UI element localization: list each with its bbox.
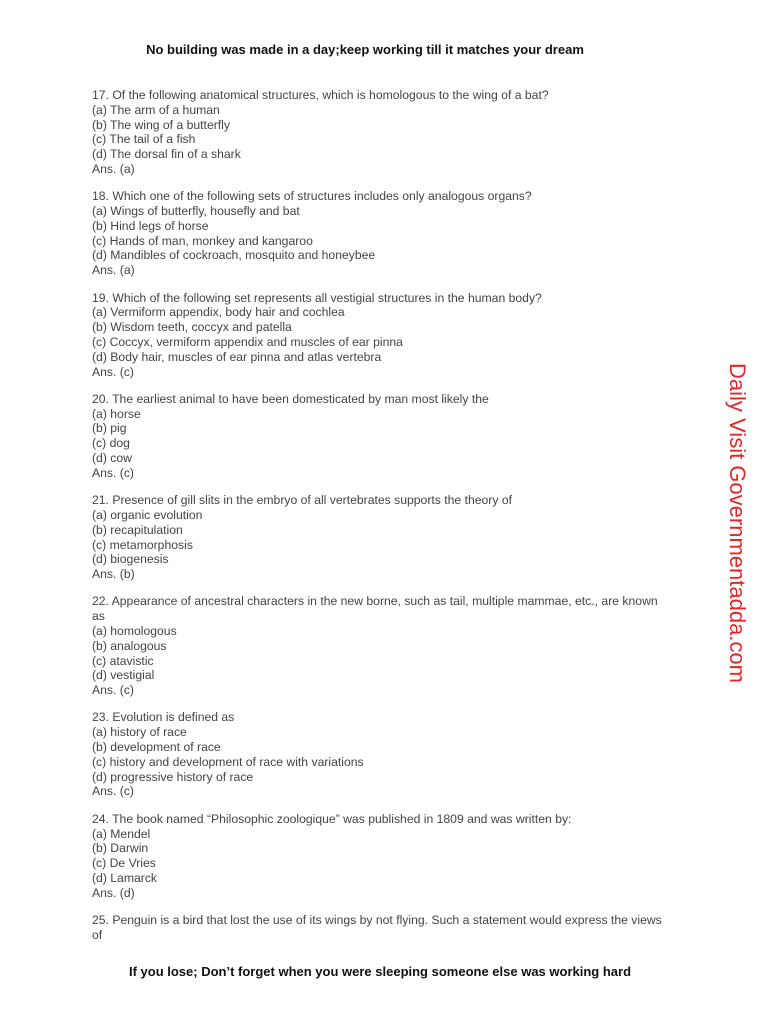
question-text: 19. Which of the following set represents all vestigial structures in the human body?: [92, 290, 542, 305]
answer-text: Ans. (b): [92, 567, 135, 582]
question-option: (b) Wisdom teeth, coccyx and patella: [92, 320, 292, 335]
answer-text: Ans. (c): [92, 465, 134, 480]
question-option: (d) biogenesis: [92, 552, 169, 567]
question-text: 25. Penguin is a bird that lost the use of its wings by not flying. Such a statement would express the views of: [92, 913, 662, 942]
question-block: [92, 392, 672, 481]
question-option: (c) metamorphosis: [92, 537, 193, 552]
question-option: (a) organic evolution: [92, 507, 203, 522]
question-option: (c) atavistic: [92, 653, 154, 668]
question-option: (c) The tail of a fish: [92, 132, 196, 147]
question-block: [92, 291, 672, 380]
question-option: (a) horse: [92, 406, 141, 421]
question-text: 21. Presence of gill slits in the embryo of all vertebrates supports the theory of: [92, 493, 513, 508]
question-option: (a) Wings of butterfly, housefly and bat: [92, 204, 300, 219]
question-block: [92, 493, 672, 582]
question-option: (c) Coccyx, vermiform appendix and muscles of ear pinna: [92, 334, 403, 349]
question-option: (d) cow: [92, 451, 132, 466]
question-option: (d) Body hair, muscles of ear pinna and atlas vertebra: [92, 349, 382, 364]
answer-text: Ans. (c): [92, 683, 134, 698]
question-option: (b) development of race: [92, 740, 221, 755]
answer-text: Ans. (a): [92, 263, 135, 278]
question-block: [92, 189, 672, 278]
question-option: (a) history of race: [92, 725, 187, 740]
question-text: 20. The earliest animal to have been domesticated by man most likely the: [92, 391, 489, 406]
question-block: [92, 594, 672, 698]
question-option: (b) analogous: [92, 638, 167, 653]
question-option: (a) Mendel: [92, 826, 151, 841]
question-option: (d) Mandibles of cockroach, mosquito and honeybee: [92, 248, 376, 263]
question-option: (a) Vermiform appendix, body hair and cochlea: [92, 305, 345, 320]
question-option: (a) The arm of a human: [92, 102, 220, 117]
question-block: [92, 913, 672, 943]
question-option: (c) Hands of man, monkey and kangaroo: [92, 233, 313, 248]
question-block: [92, 812, 672, 901]
answer-text: Ans. (c): [92, 784, 134, 799]
question-option: (d) The dorsal fin of a shark: [92, 147, 241, 162]
question-block: [92, 88, 672, 177]
question-option: (b) recapitulation: [92, 522, 183, 537]
question-list: [92, 88, 672, 955]
answer-text: Ans. (c): [92, 364, 134, 379]
question-text: 24. The book named “Philosophic zoologique” was published in 1809 and was written by:: [92, 811, 572, 826]
question-option: (d) Lamarck: [92, 870, 158, 885]
question-text: 22. Appearance of ancestral characters in the new borne, such as tail, multiple mammae, etc., are known as: [92, 594, 658, 624]
question-option: (c) history and development of race with variations: [92, 754, 364, 769]
question-text: 18. Which one of the following sets of structures includes only analogous organs?: [92, 189, 532, 204]
answer-text: Ans. (a): [92, 161, 135, 176]
page-footer-motto: If you lose; Don’t forget when you were sleeping someone else was working hard: [128, 964, 632, 979]
question-text: 17. Of the following anatomical structures, which is homologous to the wing of a bat?: [92, 88, 549, 102]
question-block: [92, 710, 672, 799]
question-option: (b) Hind legs of horse: [92, 218, 209, 233]
question-text: 23. Evolution is defined as: [92, 710, 235, 725]
question-option: (b) The wing of a butterfly: [92, 117, 230, 132]
question-option: (d) progressive history of race: [92, 769, 254, 784]
question-option: (a) homologous: [92, 624, 177, 638]
question-option: (b) Darwin: [92, 841, 149, 856]
question-option: (c) De Vries: [92, 856, 156, 871]
answer-text: Ans. (d): [92, 885, 135, 900]
page-header-motto: No building was made in a day;keep working till it matches your dream: [146, 42, 584, 57]
question-option: (b) pig: [92, 421, 127, 436]
question-option: (d) vestigial: [92, 668, 155, 683]
side-banner-text: Daily Visit Governmentadda.com: [725, 363, 750, 683]
question-option: (c) dog: [92, 436, 130, 451]
